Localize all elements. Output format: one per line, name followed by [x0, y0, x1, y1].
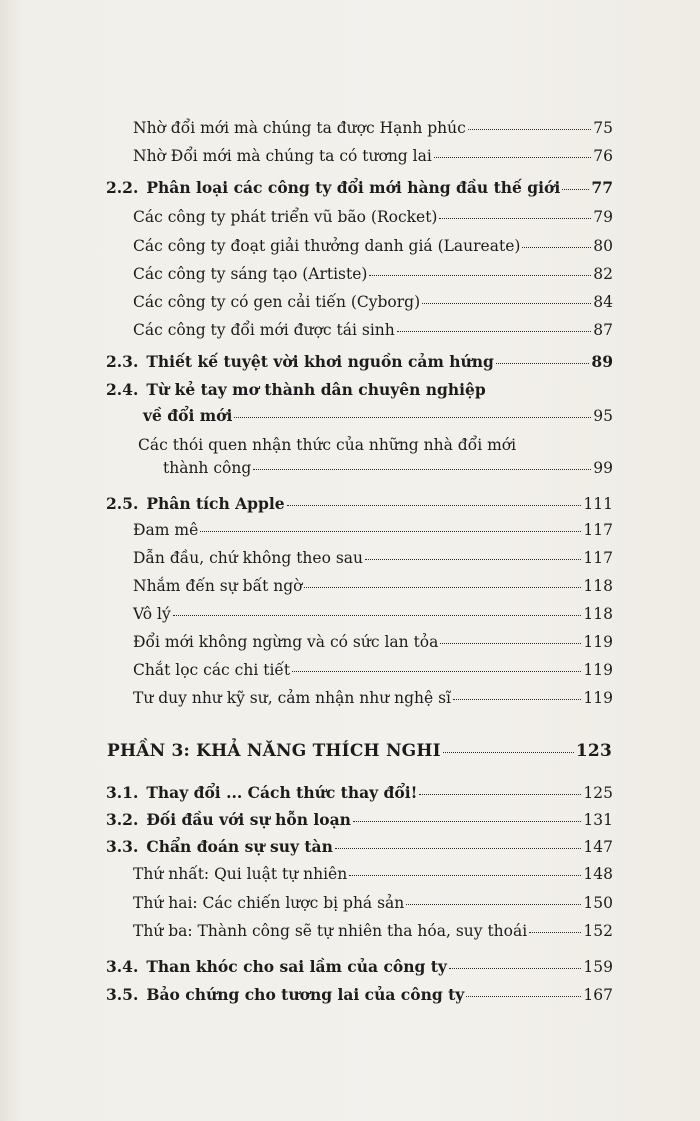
toc-entry-page: 119	[583, 633, 613, 651]
section-number: 3.2.	[106, 810, 139, 829]
section-page: 167	[583, 986, 613, 1004]
toc-entry[interactable]	[133, 265, 613, 283]
toc-section-3-3[interactable]	[106, 837, 613, 856]
section-number: 3.4.	[106, 957, 139, 976]
toc-entry-title: Vô lý	[133, 605, 171, 623]
part-title: PHẦN 3: KHẢ NĂNG THÍCH NGHI	[107, 741, 441, 761]
dot-leader	[449, 968, 582, 969]
toc-entry-title: Các công ty đổi mới được tái sinh	[133, 321, 395, 339]
dot-leader	[335, 848, 582, 849]
toc-entry-title: Chắt lọc các chi tiết	[133, 661, 291, 679]
section-page: 125	[583, 784, 613, 802]
toc-entry-page: 119	[583, 661, 613, 679]
dot-leader	[440, 643, 581, 644]
toc-section-3-4[interactable]	[106, 957, 613, 976]
dot-leader	[443, 752, 574, 753]
toc-entry-page: 75	[593, 119, 613, 137]
toc-entry[interactable]	[133, 147, 613, 165]
dot-leader	[468, 129, 591, 130]
section-page: 159	[583, 958, 613, 976]
dot-leader	[234, 417, 591, 418]
toc-entry-line1[interactable]	[138, 436, 516, 454]
toc-entry-title: Nhắm đến sự bất ngờ	[133, 577, 303, 595]
section-number: 3.1.	[106, 783, 139, 802]
toc-entry-page: 99	[593, 459, 613, 477]
toc-section-2-3[interactable]	[106, 352, 613, 371]
section-title: Bảo chứng cho tương lai của công ty	[146, 985, 465, 1004]
dot-leader	[349, 875, 581, 876]
part-page: 123	[575, 741, 612, 761]
dot-leader	[466, 996, 581, 997]
toc-entry-title: Thứ ba: Thành công sẽ tự nhiên tha hóa, suy thoái	[133, 922, 528, 940]
section-number: 3.3.	[106, 837, 139, 856]
section-title: Thay đổi ... Cách thức thay đổi!	[146, 783, 418, 802]
toc-entry-title: Nhờ Đổi mới mà chúng ta có tương lai	[133, 147, 432, 165]
section-title: Phân tích Apple	[146, 494, 285, 513]
section-title: Thiết kế tuyệt vời khơi nguồn cảm hứng	[146, 352, 494, 371]
dot-leader	[369, 275, 591, 276]
section-number: 3.5.	[106, 985, 139, 1004]
section-number: 2.2.	[106, 178, 139, 197]
dot-leader	[529, 932, 581, 933]
section-title-continued: về đổi mới	[143, 406, 233, 425]
section-page: 89	[591, 352, 613, 371]
toc-entry-title: Đổi mới không ngừng và có sức lan tỏa	[133, 633, 439, 651]
toc-entry-page: 80	[593, 237, 613, 255]
toc-section-2-2[interactable]	[106, 178, 613, 197]
toc-part-3[interactable]	[107, 741, 612, 761]
dot-leader	[562, 189, 589, 190]
dot-leader	[422, 303, 591, 304]
toc-entry[interactable]	[133, 549, 613, 567]
dot-leader	[522, 247, 591, 248]
toc-entry-title: Nhờ đổi mới mà chúng ta được Hạnh phúc	[133, 119, 466, 137]
toc-entry-page: 148	[583, 865, 613, 883]
dot-leader	[353, 821, 581, 822]
section-title: Than khóc cho sai lầm của công ty	[146, 957, 447, 976]
section-number: 2.4.	[106, 380, 139, 399]
toc-entry-page: 117	[583, 549, 613, 567]
dot-leader	[406, 904, 581, 905]
dot-leader	[365, 559, 581, 560]
section-page: 131	[583, 811, 613, 829]
toc-entry[interactable]	[133, 689, 613, 707]
toc-entry-page: 118	[583, 605, 613, 623]
toc-entry-page: 76	[593, 147, 613, 165]
toc-entry-title: Các công ty sáng tạo (Artiste)	[133, 265, 368, 283]
section-page: 95	[593, 407, 613, 425]
toc-section-3-2[interactable]	[106, 810, 613, 829]
toc-entry[interactable]	[133, 865, 613, 883]
toc-entry[interactable]	[133, 577, 613, 595]
toc-entry-title: Đam mê	[133, 521, 199, 539]
toc-entry[interactable]	[133, 894, 613, 912]
toc-entry-page: 84	[593, 293, 613, 311]
toc-entry-page: 87	[593, 321, 613, 339]
section-page: 147	[583, 838, 613, 856]
section-title: Chẩn đoán sự suy tàn	[146, 837, 333, 856]
toc-entry[interactable]	[133, 208, 613, 226]
dot-leader	[292, 671, 581, 672]
dot-leader	[434, 157, 591, 158]
toc-entry-title: Các thói quen nhận thức của những nhà đổi mới	[138, 436, 517, 454]
toc-entry[interactable]	[133, 321, 613, 339]
toc-entry-page: 152	[583, 922, 613, 940]
dot-leader	[304, 587, 581, 588]
toc-entry[interactable]	[133, 633, 613, 651]
toc-entry[interactable]	[133, 237, 613, 255]
dot-leader	[287, 505, 582, 506]
toc-entry-page: 82	[593, 265, 613, 283]
toc-section-3-1[interactable]	[106, 783, 613, 802]
toc-entry[interactable]	[133, 605, 613, 623]
toc-section-2-5[interactable]	[106, 494, 613, 513]
section-title: Phân loại các công ty đổi mới hàng đầu thế giới	[146, 178, 561, 197]
toc-section-3-5[interactable]	[106, 985, 613, 1004]
toc-entry-title-continued: thành công	[163, 459, 252, 477]
toc-entry-title: Dẫn đầu, chứ không theo sau	[133, 549, 364, 567]
toc-entry-title: Thứ nhất: Qui luật tự nhiên	[133, 865, 348, 883]
toc-entry[interactable]	[133, 119, 613, 137]
dot-leader	[453, 699, 581, 700]
toc-entry[interactable]	[133, 293, 613, 311]
dot-leader	[173, 615, 582, 616]
toc-entry-page: 117	[583, 521, 613, 539]
toc-entry[interactable]	[163, 459, 613, 477]
toc-entry-page: 118	[583, 577, 613, 595]
toc-entry[interactable]	[133, 922, 613, 940]
toc-entry-title: Các công ty phát triển vũ bão (Rocket)	[133, 208, 438, 226]
toc-entry[interactable]	[133, 661, 613, 679]
dot-leader	[397, 331, 592, 332]
toc-entry[interactable]	[133, 521, 613, 539]
toc-entry-title: Tư duy như kỹ sư, cảm nhận như nghệ sĩ	[133, 689, 452, 707]
dot-leader	[200, 531, 581, 532]
section-page: 111	[583, 495, 613, 513]
dot-leader	[253, 469, 591, 470]
toc-section-2-4-line1[interactable]	[106, 380, 486, 399]
section-page: 77	[591, 178, 613, 197]
section-title: Từ kẻ tay mơ thành dân chuyên nghiệp	[146, 380, 486, 399]
dot-leader	[419, 794, 581, 795]
section-number: 2.3.	[106, 352, 139, 371]
toc-entry-page: 79	[593, 208, 613, 226]
toc-entry-title: Các công ty có gen cải tiến (Cyborg)	[133, 293, 421, 311]
toc-entry-page: 150	[583, 894, 613, 912]
toc-entry-page: 119	[583, 689, 613, 707]
section-title: Đối đầu với sự hỗn loạn	[146, 810, 351, 829]
dot-leader	[496, 363, 590, 364]
section-number: 2.5.	[106, 494, 139, 513]
toc-entry-title: Các công ty đoạt giải thưởng danh giá (Laureate)	[133, 237, 521, 255]
dot-leader	[439, 218, 591, 219]
toc-section-2-4[interactable]	[143, 406, 613, 425]
toc-entry-title: Thứ hai: Các chiến lược bị phá sản	[133, 894, 405, 912]
